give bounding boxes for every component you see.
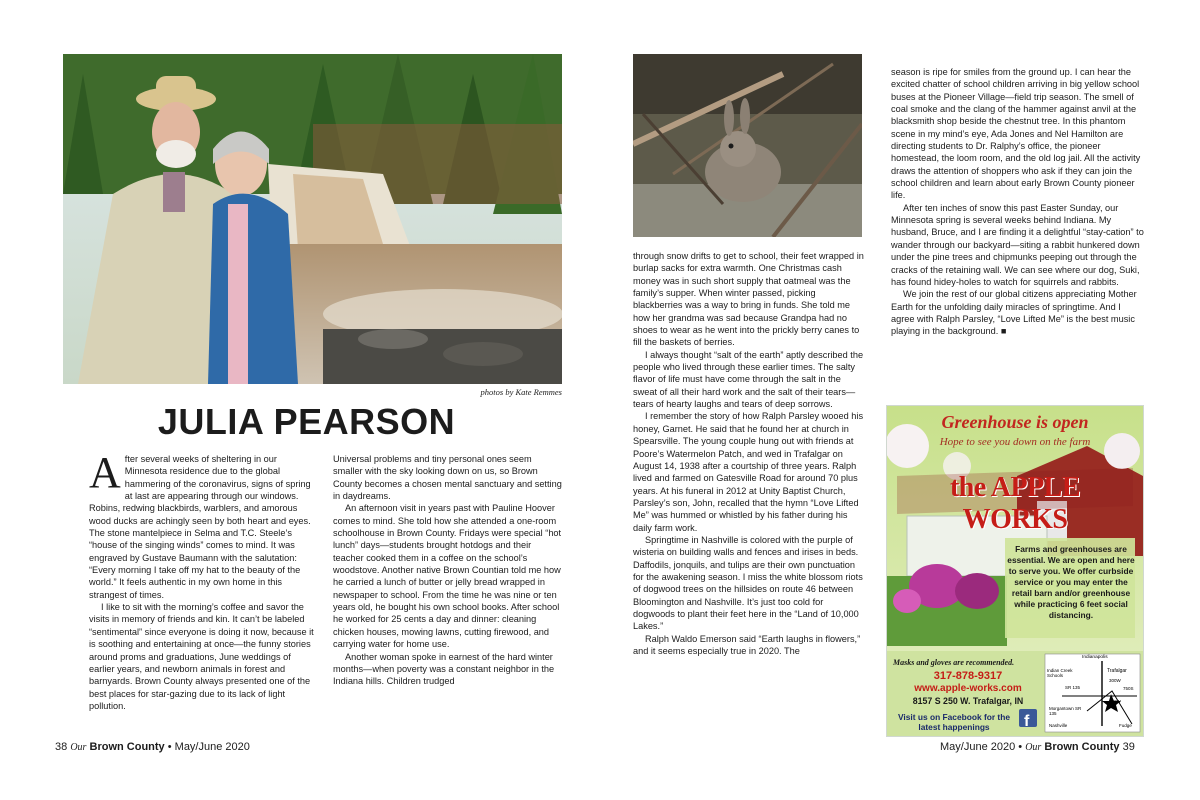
couple-waterfall-photo [63, 54, 562, 384]
issue-date: May/June 2020 [940, 741, 1016, 753]
map-label-trafalgar: Trafalgar [1107, 668, 1127, 674]
ad-phone[interactable]: 317-878-9317 [933, 670, 1003, 682]
paragraph: Springtime in Nashville is colored with the purple of wisteria on building walls and fences and irises in beds. Daffodils, jonquils, and tulips are their own punctuation for the awakening season. I miss the white blossom riots of dogwood trees on the hillsides on route 46 between Bloomington and Nashville. It’s just too cold for dogwoods to plant their feet here in the “Land of 10,000 Lakes.” [633, 534, 863, 632]
map-label-300w: 300W [1109, 678, 1121, 683]
magazine-our-script: Our [70, 742, 87, 753]
ad-notice: Farms and greenhouses are essential. We are open and here to serve you. We offer curbside service or you may enter the retail barn and/or greenhouse while practicing 6 feet social distancing. [1007, 544, 1135, 620]
magazine-name: Brown County [1044, 741, 1120, 753]
paragraph: After several weeks of sheltering in our Minnesota residence due to the global hammering of the coronavirus, signs of spring at last are appearing through our windows. Robins, redwing blackbirds, warblers, and amorous wood ducks are achingly seen by both heart and eyes. The stone mantelpiece in Selma and T.C. Steele’s “house of the singing winds” comes to mind. It was engraved by Gustave Baumann with the salutation: “Every morning I take off my hat to the beauty of the world.” It feels authentic in my own home in this strangest of times. [89, 448, 311, 600]
magazine-name: Brown County [89, 741, 165, 753]
paragraph: through snow drifts to get to school, their feet wrapped in burlap sacks for extra warmth. One Christmas cash money was in such short supply that oatmeal was the family’s supper. When winter passed, picking blackberries was a way to bring in funds. She told me how her grandma was sad because Grandpa had no shoes to wear as he went into the prickly berry canes to fill the baskets of berries. [633, 251, 864, 348]
map-label-250w: 250W [1109, 699, 1121, 704]
facebook-icon[interactable] [1019, 709, 1037, 727]
map-label-sr135: SR 135 [1065, 685, 1081, 690]
map-label-750s: 750S [1123, 686, 1134, 691]
article-column-2 [333, 453, 562, 688]
ad-address: 8157 S 250 W. Trafalgar, IN [912, 696, 1024, 706]
map-label-indianapolis: Indianapolis [1082, 655, 1108, 660]
photo-credit: photos by Kate Remmes [480, 387, 562, 397]
article-column-1 [89, 448, 318, 712]
map-label-indian-creek: Indian Creek Schools [1047, 668, 1073, 678]
magazine-our-script: Our [1025, 742, 1042, 753]
apple-works-ad[interactable] [886, 405, 1144, 737]
paragraph: We join the rest of our global citizens appreciating Mother Earth for the unfolding daily miracles of springtime. And I agree with Ralph Parsley, “Love Lifted Me” is the best music playing in the background. ■ [891, 289, 1137, 337]
ad-brand-logo: the APPLE WORKS [949, 472, 1081, 535]
page-number-right: 39 [1122, 741, 1135, 753]
article-title: JULIA PEARSON [157, 401, 456, 442]
map-label-fudge: Fudge [1119, 723, 1132, 728]
paragraph: Ralph Waldo Emerson said “Earth laughs in flowers,” and it seems especially true in 2020. The [633, 633, 861, 656]
paragraph: season is ripe for smiles from the ground up. I can hear the excited chatter of school children arriving in big yellow school buses at the Pioneer Village—field trip season. The smell of coal smoke and the clang of the hammer against anvil at the blacksmith shop beside the chestnut tree. In this phantom scene in my mind’s eye, Ada Jones and Nel Hamilton are directing students to Dr. Ralphy’s office, the pioneer homestead, the loom room, and the old log jail. All the activity draws the attention of shoppers who ask if they can join the school children and learn about early Brown County pioneer life. [891, 67, 1141, 201]
paragraph: Universal problems and tiny personal ones seem smaller with the sky looking down on us, so Brown County becomes a chosen mental sanctuary and setting in daydreams. [333, 454, 562, 502]
map-label-nashville: Nashville [1049, 723, 1068, 728]
folio-separator: • [167, 741, 172, 753]
article-column-4 [891, 66, 1146, 338]
paragraph: Another woman spoke in earnest of the hard winter months—when poverty was a constant neighbor in the Indiana hills. Children trudged [333, 651, 555, 687]
folio-left [55, 741, 250, 753]
paragraph: After ten inches of snow this past Easter Sunday, our Minnesota spring is several weeks behind Indiana. My husband, Bruce, and I are finding it a delightful “stay-cation” to wander through our backyard—siting a rabbit hunkered down under the pine trees and chipmunks peeping out through the cracks of the retaining wall. We can see where our dog, Suki, has found hidey-holes to watch for squirrels and rabbits. [891, 202, 1144, 287]
star-location-icon [1102, 692, 1122, 712]
paragraph: I like to sit with the morning’s coffee and savor the visits in memory of friends and kin. It can’t be labeled “sentimental” since everyone is doing it now, because it is soothing and entertaining at once—the funny stories around proms and graduations, June weddings of earlier years, and newborn animals in forest and barnyards. Brown County always presented one of the best places for star-gazing due to its lack of light pollution. [89, 602, 314, 711]
page-number-left: 38 [55, 741, 68, 753]
map-label-morgantown: Morgantown SR 135 [1049, 706, 1082, 716]
paragraph: An afternoon visit in years past with Pauline Hoover comes to mind. She told how she attended a one-room schoolhouse in Brown County. Fridays were special “hot lunch” days—students brought hotdogs and their teacher cooked them in a coffee on the school’s woodstove. Another native Brown Countian told me how he carried a lunch of butter or jelly bread wrapped in newspaper to school. From the time he was nine or ten years old, he bought his own school books. After school he worked for 25 cents a day and dinner: cleaning chicken houses, mowing lawns, cutting firewood, and carrying water for home use. [333, 503, 562, 650]
paragraph: I remember the story of how Ralph Parsley wooed his honey, Garnet. He said that he found her at church in Spearsville. The young couple hung out with friends at Poore’s Watermelon Patch, and wed in Trafalgar on August 14, 1938 after a courtship of three years. Ralph lived and farmed on Gatesville Road for around 70 plus years. At his funeral in 2012 at Unity Baptist Church, Parsley’s son, John, recalled that the hymn “Love Lifted Me” was hummed or whistled by his father during his daily farm work. [633, 411, 864, 533]
ad-masks-note: Masks and gloves are recommended. [893, 658, 1015, 667]
paragraph: I always thought “salt of the earth” aptly described the people who lived through these earlier times. The salty flavor of life must have come through the salt in the sweat of all their hard work and the salt of their tears—tears of hearty laughs and tears of deep sorrows. [633, 349, 864, 410]
ad-headline: Greenhouse is open [941, 412, 1089, 432]
ad-website-link[interactable]: www.apple-works.com [914, 683, 1022, 694]
rabbit-photo [633, 54, 862, 237]
folio-right [940, 741, 1135, 753]
ad-facebook-text[interactable]: Visit us on Facebook for the latest happenings [898, 712, 1010, 732]
svg-text:f: f [1024, 713, 1030, 730]
issue-date: May/June 2020 [174, 741, 250, 753]
article-column-3 [633, 250, 864, 657]
folio-separator: • [1018, 741, 1023, 753]
ad-tagline: Hope to see you down on the farm [939, 436, 1091, 448]
drop-cap: A [89, 448, 121, 497]
